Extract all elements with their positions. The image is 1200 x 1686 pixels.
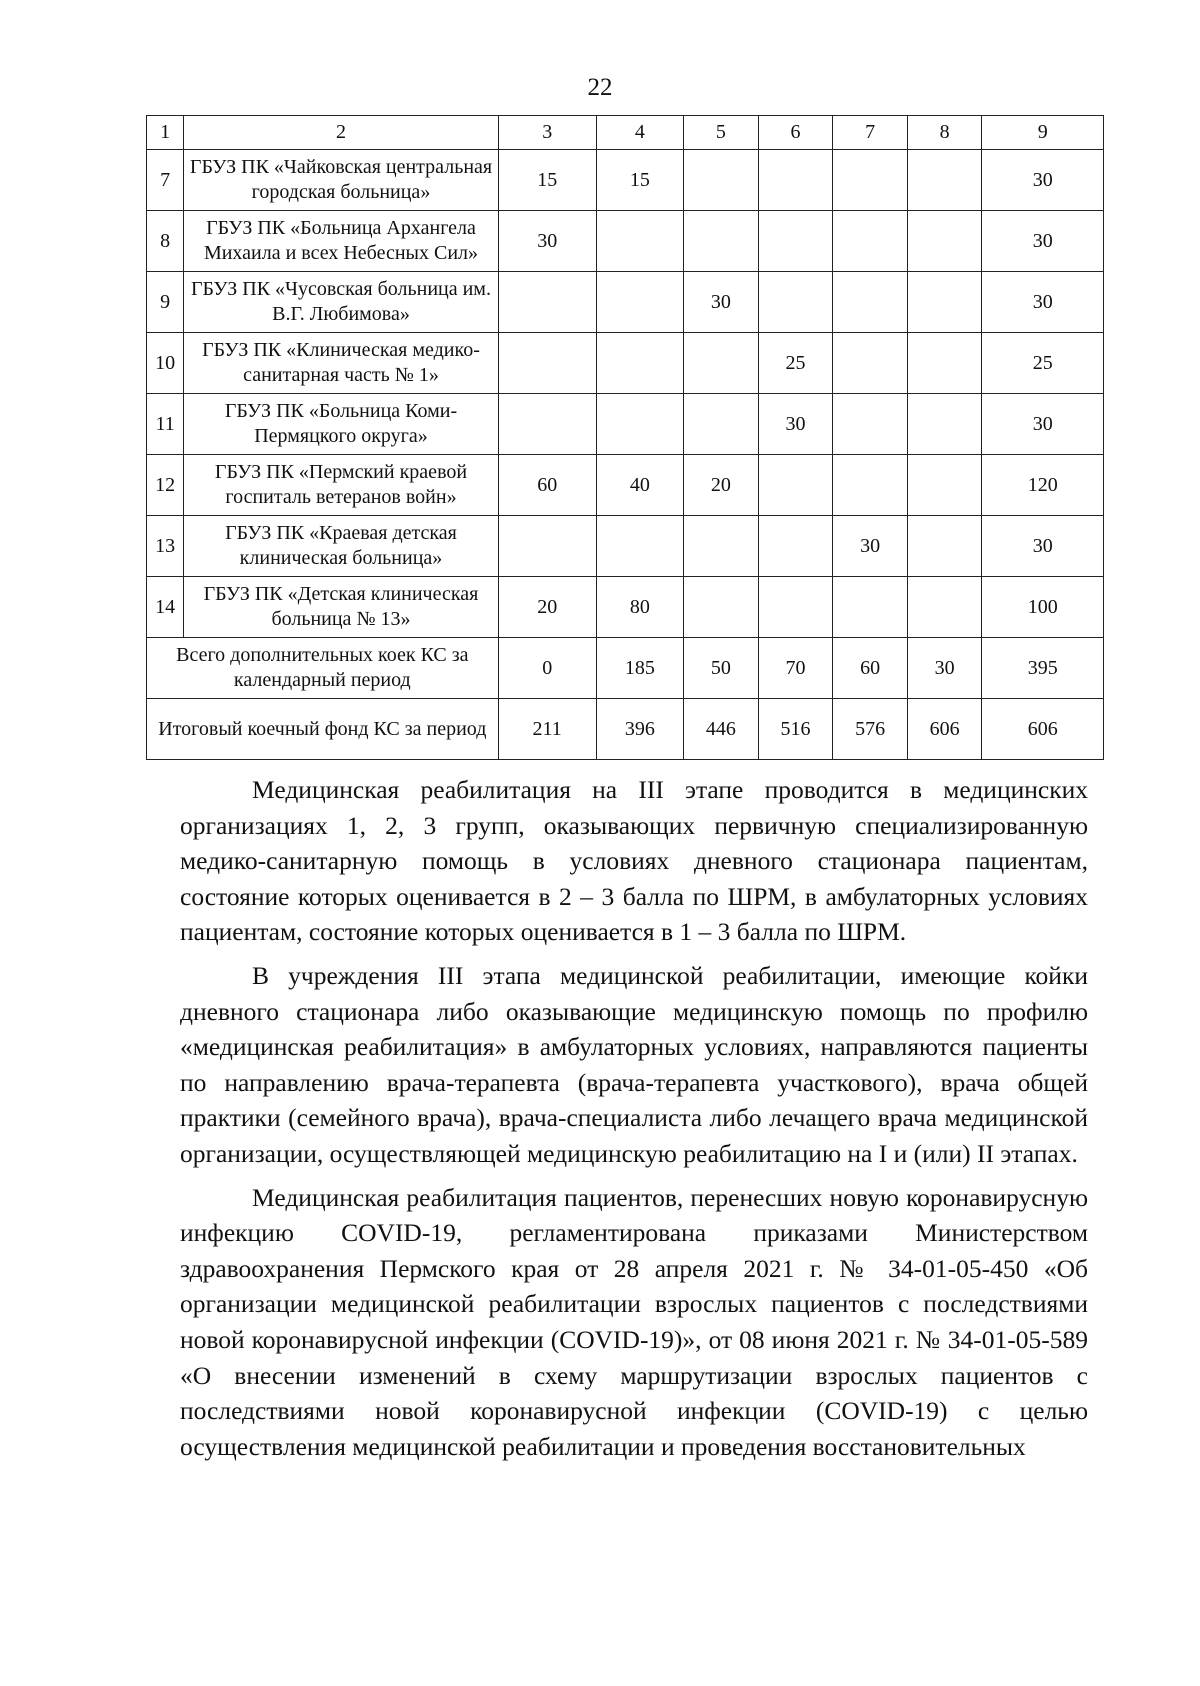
table-header-row	[147, 116, 1104, 150]
value-cell: 446	[684, 699, 759, 760]
value-cell	[498, 272, 596, 333]
organization-name-cell: ГБУЗ ПК «Чайковская центральная городская больница»	[184, 150, 498, 211]
value-cell	[833, 394, 908, 455]
column-header: 2	[184, 116, 498, 150]
value-cell	[833, 577, 908, 638]
value-cell: 516	[758, 699, 833, 760]
column-header: 7	[833, 116, 908, 150]
value-cell: 50	[684, 638, 759, 699]
value-cell: 576	[833, 699, 908, 760]
column-header: 1	[147, 116, 184, 150]
value-cell	[907, 211, 982, 272]
table-body	[147, 116, 1104, 760]
value-cell: 30	[758, 394, 833, 455]
value-cell	[684, 516, 759, 577]
row-number-cell: 8	[147, 211, 184, 272]
organization-name-cell: ГБУЗ ПК «Клиническая медико-санитарная часть № 1»	[184, 333, 498, 394]
column-header: 3	[498, 116, 596, 150]
value-cell: 606	[907, 699, 982, 760]
value-cell: 30	[684, 272, 759, 333]
column-header: 8	[907, 116, 982, 150]
value-cell: 20	[498, 577, 596, 638]
value-cell	[758, 272, 833, 333]
value-cell: 60	[498, 455, 596, 516]
value-cell	[833, 150, 908, 211]
value-cell	[758, 577, 833, 638]
value-cell: 30	[982, 516, 1104, 577]
body-text	[180, 772, 1088, 1472]
value-cell: 25	[982, 333, 1104, 394]
value-cell: 0	[498, 638, 596, 699]
value-cell: 30	[982, 150, 1104, 211]
value-cell	[498, 394, 596, 455]
value-cell	[907, 272, 982, 333]
value-cell	[907, 516, 982, 577]
total-additional-row	[147, 638, 1104, 699]
value-cell	[498, 516, 596, 577]
table-row	[147, 272, 1104, 333]
value-cell: 185	[596, 638, 683, 699]
value-cell	[758, 455, 833, 516]
paragraph: В учреждения III этапа медицинской реабилитации, имеющие койки дневного стационара либо оказывающие медицинскую помощь по профилю «медицинская реабилитация» в амбулаторных условиях, направляются пациенты по направлению врача-терапевта (врача-терапевта участкового), врача общей практики (семейного врача), врача-специалиста либо лечащего врача медицинской организации, осуществляющей медицинскую реабилитацию на I и (или) II этапах.	[180, 960, 1088, 1168]
paragraph: Медицинская реабилитация на III этапе проводится в медицинских организациях 1, 2, 3 групп, оказывающих первичную специализированную медико-санитарную помощь в условиях дневного стационара пациентам, состояние которых оценивается в 2 – 3 балла по ШРМ, в амбулаторных условиях пациентам, состояние которых оценивается в 1 – 3 балла по ШРМ.	[180, 775, 1088, 947]
value-cell	[833, 333, 908, 394]
summary-label-cell: Итоговый коечный фонд КС за период	[147, 699, 499, 760]
value-cell: 15	[498, 150, 596, 211]
value-cell: 20	[684, 455, 759, 516]
table-row	[147, 394, 1104, 455]
organization-name-cell: ГБУЗ ПК «Краевая детская клиническая больница»	[184, 516, 498, 577]
table-row	[147, 577, 1104, 638]
value-cell	[907, 150, 982, 211]
value-cell	[833, 211, 908, 272]
value-cell	[684, 211, 759, 272]
value-cell	[758, 150, 833, 211]
final-fund-row	[147, 699, 1104, 760]
value-cell	[596, 516, 683, 577]
row-number-cell: 13	[147, 516, 184, 577]
organization-name-cell: ГБУЗ ПК «Чусовская больница им. В.Г. Любимова»	[184, 272, 498, 333]
row-number-cell: 9	[147, 272, 184, 333]
value-cell: 30	[833, 516, 908, 577]
row-number-cell: 10	[147, 333, 184, 394]
value-cell	[596, 333, 683, 394]
value-cell: 211	[498, 699, 596, 760]
table-row	[147, 455, 1104, 516]
value-cell: 40	[596, 455, 683, 516]
value-cell: 30	[982, 394, 1104, 455]
page-number: 22	[587, 74, 613, 101]
value-cell: 30	[982, 272, 1104, 333]
value-cell: 30	[982, 211, 1104, 272]
organization-name-cell: ГБУЗ ПК «Больница Коми-Пермяцкого округа»	[184, 394, 498, 455]
value-cell	[907, 333, 982, 394]
table-row	[147, 150, 1104, 211]
value-cell	[684, 394, 759, 455]
value-cell	[907, 394, 982, 455]
value-cell: 30	[907, 638, 982, 699]
value-cell	[498, 333, 596, 394]
value-cell	[684, 333, 759, 394]
column-header: 5	[684, 116, 759, 150]
summary-label-cell: Всего дополнительных коек КС за календарный период	[147, 638, 499, 699]
value-cell: 70	[758, 638, 833, 699]
organization-name-cell: ГБУЗ ПК «Детская клиническая больница № 13»	[184, 577, 498, 638]
value-cell	[907, 455, 982, 516]
row-number-cell: 11	[147, 394, 184, 455]
value-cell: 80	[596, 577, 683, 638]
value-cell	[907, 577, 982, 638]
table-row	[147, 333, 1104, 394]
column-header: 9	[982, 116, 1104, 150]
value-cell: 606	[982, 699, 1104, 760]
value-cell	[596, 272, 683, 333]
organization-name-cell: ГБУЗ ПК «Больница Архангела Михаила и всех Небесных Сил»	[184, 211, 498, 272]
column-header: 6	[758, 116, 833, 150]
value-cell: 396	[596, 699, 683, 760]
value-cell	[596, 394, 683, 455]
row-number-cell: 12	[147, 455, 184, 516]
value-cell	[833, 272, 908, 333]
value-cell: 100	[982, 577, 1104, 638]
table-row	[147, 211, 1104, 272]
value-cell: 30	[498, 211, 596, 272]
value-cell	[596, 211, 683, 272]
table-row	[147, 516, 1104, 577]
value-cell: 15	[596, 150, 683, 211]
value-cell: 25	[758, 333, 833, 394]
organization-name-cell: ГБУЗ ПК «Пермский краевой госпиталь ветеранов войн»	[184, 455, 498, 516]
row-number-cell: 14	[147, 577, 184, 638]
bed-fund-table	[146, 115, 1104, 760]
value-cell	[684, 577, 759, 638]
paragraph: Медицинская реабилитация пациентов, перенесших новую коронавирусную инфекцию COVID-19, регламентирована приказами Министерством здравоохранения Пермского края от 28 апреля 2021 г. № 34-01-05-450 «Об организации медицинской реабилитации взрослых пациентов с последствиями новой коронавирусной инфекции (COVID-19)», от 08 июня 2021 г. № 34-01-05-589 «О внесении изменений в схему маршрутизации взрослых пациентов с последствиями новой коронавирусной инфекции (COVID-19) с целью осуществления медицинской реабилитации и проведения восстановительных	[180, 1182, 1088, 1461]
value-cell: 60	[833, 638, 908, 699]
value-cell	[758, 211, 833, 272]
value-cell: 120	[982, 455, 1104, 516]
value-cell	[758, 516, 833, 577]
column-header: 4	[596, 116, 683, 150]
row-number-cell: 7	[147, 150, 184, 211]
value-cell	[833, 455, 908, 516]
value-cell	[684, 150, 759, 211]
value-cell: 395	[982, 638, 1104, 699]
